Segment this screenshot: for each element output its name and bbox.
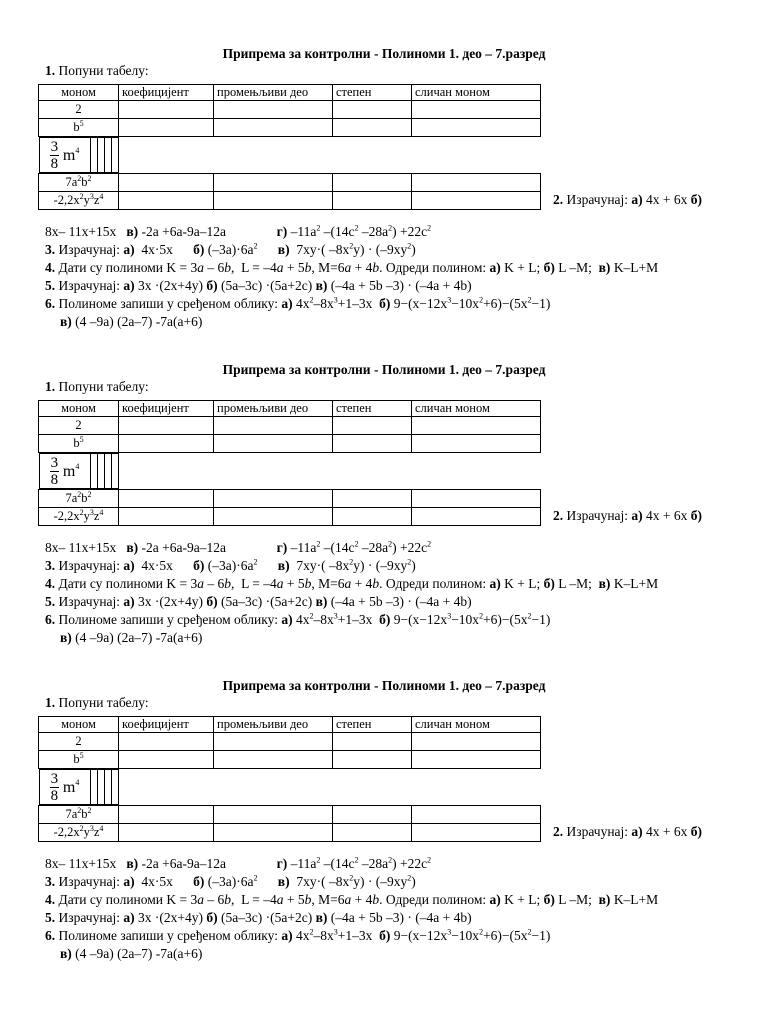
task-4: 4. Дати су полиноми K = 3a – 6b, L = –4a + 5b, M=6a + 4b. Одреди полином: а) K + L; б) L –M; в) K–L+M bbox=[45, 260, 659, 275]
row-monom: $7a^2b^2$ bbox=[39, 806, 119, 824]
task-3: 3. Израчунај: а) 4x·5x б) $(-3a)\cdot 6a^2$ в) 7xy·( $-8x^2y) \cdot (-9xy^2)$ bbox=[45, 241, 416, 257]
row-monom: 2 bbox=[39, 417, 119, 435]
header-similar-monom: сличан моном bbox=[412, 85, 541, 101]
worksheet-title: Припрема за контролни - Полиноми 1. део – 7.разред bbox=[222, 362, 546, 377]
task-2-continued: 8x– 11x+15x в) -2a +6a-9a–12a г) $-11a^2$ $-(14c^2$ $-28a^2) +22c^2$ bbox=[45, 223, 432, 239]
row-monom: $7a^2b^2$ bbox=[39, 490, 119, 508]
task-6: 6. Полиноме запиши у сређеном облику: а) $4x^2-8x^3+1-3x$ б) $9-(x-12x^3-10x^2+6)-(5x^2-1)$ bbox=[45, 295, 551, 311]
row-monom: $-2,2x^2y^3z^4$ bbox=[39, 824, 119, 842]
task-4: 4. Дати су полиноми K = 3a – 6b, L = –4a + 5b, M=6a + 4b. Одреди полином: а) K + L; б) L –M; в) K–L+M bbox=[45, 576, 659, 591]
header-coefficient: коефицијент bbox=[119, 401, 214, 417]
task-5: 5. Израчунај: а) 3x ·(2x+4y) б) (5a–3c) ·(5a+2c) в) (–4a + 5b –3) · (–4a + 4b) bbox=[45, 910, 472, 925]
task-2-start: 2. Израчунај: а) 4x + 6x б) bbox=[553, 824, 703, 839]
task-2-start: 2. Израчунај: а) 4x + 6x б) bbox=[553, 508, 703, 523]
task-1: 1. Попуни табелу: bbox=[45, 63, 149, 78]
monomial-table bbox=[38, 716, 541, 842]
header-degree: степен bbox=[333, 85, 412, 101]
row-monom: $b^5$ bbox=[39, 119, 119, 137]
header-variable-part: промењљиви део bbox=[214, 717, 333, 733]
worksheet-copy-3 bbox=[0, 678, 768, 998]
row-monom: $\frac{3}{8}$ $m^4$ bbox=[39, 770, 90, 805]
task-4: 4. Дати су полиноми K = 3a – 6b, L = –4a + 5b, M=6a + 4b. Одреди полином: а) K + L; б) L –M; в) K–L+M bbox=[45, 892, 659, 907]
task-6: 6. Полиноме запиши у сређеном облику: а) $4x^2-8x^3+1-3x$ б) $9-(x-12x^3-10x^2+6)-(5x^2-1)$ bbox=[45, 927, 551, 943]
header-monom: моном bbox=[39, 717, 119, 733]
worksheet-title: Припрема за контролни - Полиноми 1. део – 7.разред bbox=[222, 678, 546, 693]
header-similar-monom: сличан моном bbox=[412, 717, 541, 733]
task-1: 1. Попуни табелу: bbox=[45, 695, 149, 710]
header-degree: степен bbox=[333, 717, 412, 733]
header-similar-monom: сличан моном bbox=[412, 401, 541, 417]
row-monom: $-2,2x^2y^3z^4$ bbox=[39, 508, 119, 526]
task-5: 5. Израчунај: а) 3x ·(2x+4y) б) (5a–3c) ·(5a+2c) в) (–4a + 5b –3) · (–4a + 4b) bbox=[45, 278, 472, 293]
row-monom: 2 bbox=[39, 101, 119, 119]
header-variable-part: промењљиви део bbox=[214, 85, 333, 101]
monomial-table bbox=[38, 84, 541, 210]
task-2-continued: 8x– 11x+15x в) -2a +6a-9a–12a г) $-11a^2$ $-(14c^2$ $-28a^2) +22c^2$ bbox=[45, 855, 432, 871]
row-monom: $\frac{3}{8}$ $m^4$ bbox=[39, 454, 90, 489]
task-6-continued: в) (4 –9a) (2a–7) -7a(a+6) bbox=[60, 314, 203, 329]
task-6: 6. Полиноме запиши у сређеном облику: а) $4x^2-8x^3+1-3x$ б) $9-(x-12x^3-10x^2+6)-(5x^2-1)$ bbox=[45, 611, 551, 627]
row-monom: $b^5$ bbox=[39, 751, 119, 769]
task-2-continued: 8x– 11x+15x в) -2a +6a-9a–12a г) $-11a^2$ $-(14c^2$ $-28a^2) +22c^2$ bbox=[45, 539, 432, 555]
task-3: 3. Израчунај: а) 4x·5x б) $(-3a)\cdot 6a^2$ в) 7xy·( $-8x^2y) \cdot (-9xy^2)$ bbox=[45, 873, 416, 889]
row-monom: $7a^2b^2$ bbox=[39, 174, 119, 192]
header-variable-part: промењљиви део bbox=[214, 401, 333, 417]
worksheet-copy-2 bbox=[0, 362, 768, 682]
row-monom: $\frac{3}{8}$ $m^4$ bbox=[39, 138, 90, 173]
task-6-continued: в) (4 –9a) (2a–7) -7a(a+6) bbox=[60, 630, 203, 645]
task-1: 1. Попуни табелу: bbox=[45, 379, 149, 394]
header-monom: моном bbox=[39, 85, 119, 101]
worksheet-title: Припрема за контролни - Полиноми 1. део – 7.разред bbox=[222, 46, 546, 61]
task-5: 5. Израчунај: а) 3x ·(2x+4y) б) (5a–3c) ·(5a+2c) в) (–4a + 5b –3) · (–4a + 4b) bbox=[45, 594, 472, 609]
header-coefficient: коефицијент bbox=[119, 717, 214, 733]
header-monom: моном bbox=[39, 401, 119, 417]
row-monom: 2 bbox=[39, 733, 119, 751]
header-degree: степен bbox=[333, 401, 412, 417]
task-3: 3. Израчунај: а) 4x·5x б) $(-3a)\cdot 6a^2$ в) 7xy·( $-8x^2y) \cdot (-9xy^2)$ bbox=[45, 557, 416, 573]
header-coefficient: коефицијент bbox=[119, 85, 214, 101]
worksheet-copy-1 bbox=[0, 46, 768, 366]
task-2-start: 2. Израчунај: а) 4x + 6x б) bbox=[553, 192, 703, 207]
task-6-continued: в) (4 –9a) (2a–7) -7a(a+6) bbox=[60, 946, 203, 961]
monomial-table bbox=[38, 400, 541, 526]
row-monom: $-2,2x^2y^3z^4$ bbox=[39, 192, 119, 210]
row-monom: $b^5$ bbox=[39, 435, 119, 453]
